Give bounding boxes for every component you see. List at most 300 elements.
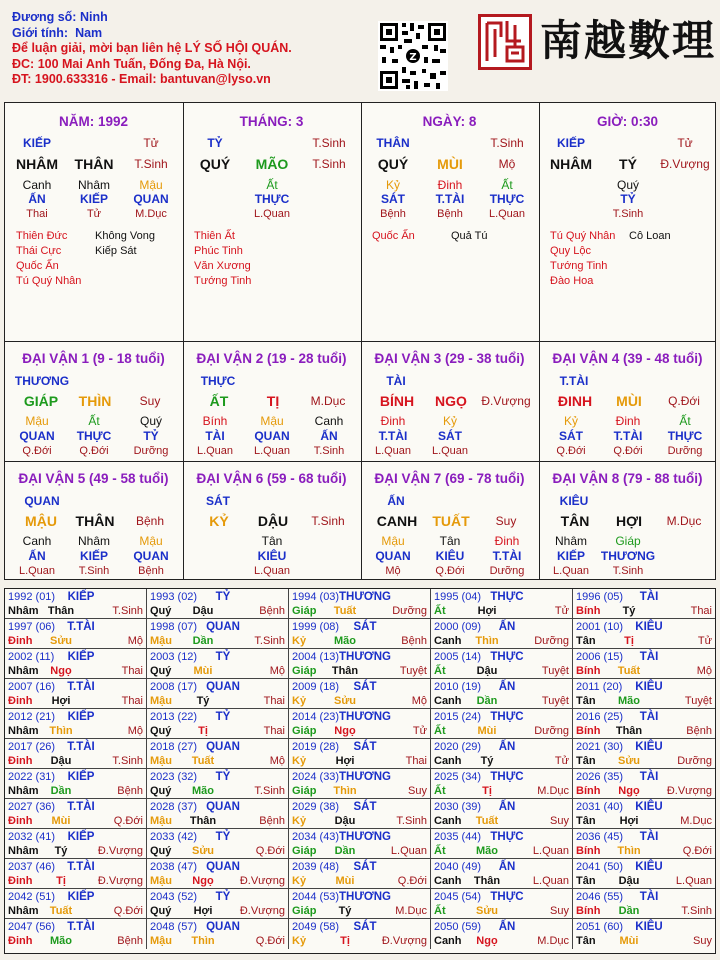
- annual-year: 1999 (08): [292, 621, 340, 633]
- annual-branch: Hợi: [619, 815, 639, 827]
- hidden-phase: L.Quan: [374, 445, 412, 457]
- annual-phase: Thai: [121, 695, 143, 707]
- annual-branch: Thân: [189, 815, 217, 827]
- annual-branch: Thìn: [333, 785, 357, 797]
- annual-cell: [289, 769, 431, 799]
- annual-stem: Ất: [434, 665, 446, 677]
- annual-ten-god: ẤN: [498, 801, 516, 813]
- annual-ten-god: KIÊU: [635, 801, 663, 813]
- dai-van-branch: THÌN: [78, 393, 112, 409]
- annual-cell: [573, 709, 715, 739]
- hidden-stem: Kỷ: [442, 414, 458, 428]
- annual-ten-god: THƯƠNG: [339, 651, 391, 663]
- annual-phase: Suy: [693, 935, 712, 947]
- annual-stem: Ất: [434, 845, 446, 857]
- annual-cell: [573, 889, 715, 919]
- annual-phase: Đ.Vượng: [97, 845, 143, 857]
- dai-van-phase: Đ.Vượng: [481, 394, 531, 408]
- shen-sha-star: Thiên Đức: [16, 230, 68, 242]
- hidden-phase: L.Quan: [18, 565, 56, 577]
- annual-phase: T.Sinh: [112, 755, 143, 767]
- annual-ten-god: QUAN: [206, 921, 240, 933]
- annual-ten-god: ẤN: [498, 861, 516, 873]
- annual-branch: Tị: [624, 635, 634, 647]
- annual-stem: Mậu: [150, 635, 172, 647]
- dai-van-branch: HỢI: [616, 513, 642, 529]
- annual-phase: Thai: [690, 605, 712, 617]
- hidden-stem: Kỷ: [563, 414, 579, 428]
- annual-phase: Bệnh: [401, 635, 427, 647]
- annual-branch: Tuất: [617, 665, 641, 677]
- hidden-god: T.TÀI: [435, 192, 465, 206]
- annual-phase: Tử: [554, 605, 569, 617]
- annual-ten-god: KIẾP: [67, 831, 95, 843]
- annual-cell: [5, 889, 147, 919]
- annual-cell: [289, 709, 431, 739]
- annual-cell: [431, 919, 573, 949]
- annual-cell: [573, 739, 715, 769]
- hidden-god: ẤN: [28, 549, 46, 563]
- shen-sha-star: Tú Quý Nhân: [550, 230, 616, 242]
- dai-van-branch: NGỌ: [435, 393, 467, 409]
- annual-ten-god: TỶ: [215, 831, 231, 843]
- annual-ten-god: KIẾP: [67, 651, 95, 663]
- shen-sha-star: Tướng Tinh: [194, 275, 252, 287]
- annual-phase: L.Quan: [532, 845, 569, 857]
- annual-luck-table: [4, 588, 716, 954]
- annual-year: 1992 (01): [8, 591, 56, 603]
- annual-phase: T.Sinh: [112, 605, 143, 617]
- annual-ten-god: KIẾP: [67, 771, 95, 783]
- annual-phase: Đ.Vượng: [666, 785, 712, 797]
- label-owner: Đương số:: [12, 10, 77, 24]
- annual-year: 2048 (57): [150, 921, 198, 933]
- hidden-stem: Ất: [679, 414, 691, 428]
- annual-year: 2017 (26): [8, 741, 56, 753]
- hidden-god: THƯƠNG: [600, 549, 656, 563]
- annual-branch: Tý: [622, 605, 636, 617]
- annual-year: 2003 (12): [150, 651, 198, 663]
- annual-stem: Tân: [576, 815, 596, 827]
- hidden-god: SÁT: [381, 192, 405, 206]
- annual-stem: Bính: [576, 845, 601, 857]
- dai-van-phase: Bệnh: [135, 514, 165, 528]
- dai-van-title: ĐẠI VẬN 4 (39 - 48 tuổi): [552, 351, 703, 366]
- hidden-stem: Mậu: [260, 414, 284, 428]
- hidden-stem: Đinh: [494, 534, 520, 548]
- annual-stem: Kỷ: [292, 695, 307, 707]
- annual-phase: Bệnh: [259, 605, 285, 617]
- pillar-branch: THÂN: [74, 156, 114, 172]
- shen-sha-star: Không Vong: [95, 230, 155, 242]
- pillar-stem: NHÂM: [16, 156, 58, 172]
- hidden-god: TÀI: [205, 429, 225, 443]
- hidden-god: QUAN: [133, 549, 169, 563]
- annual-ten-god: TỶ: [215, 891, 231, 903]
- annual-year: 2011 (20): [576, 681, 623, 693]
- annual-year: 2021 (30): [576, 741, 624, 753]
- annual-stem: Nhâm: [8, 665, 39, 677]
- annual-stem: Giáp: [292, 605, 317, 617]
- annual-cell: [573, 799, 715, 829]
- hidden-god: QUAN: [133, 192, 169, 206]
- hidden-phase: Thai: [26, 208, 48, 220]
- annual-cell: [5, 709, 147, 739]
- annual-ten-god: ẤN: [498, 741, 516, 753]
- annual-stem: Tân: [576, 755, 596, 767]
- annual-ten-god: TỶ: [215, 651, 231, 663]
- annual-stem: Giáp: [292, 725, 317, 737]
- annual-year: 2034 (43): [292, 831, 340, 843]
- annual-cell: [147, 769, 289, 799]
- annual-phase: Q.Đới: [682, 845, 712, 857]
- dai-van-branch: TỊ: [266, 393, 280, 409]
- annual-ten-god: SÁT: [353, 621, 377, 633]
- annual-ten-god: TỶ: [215, 591, 231, 603]
- dai-van-stem: ĐINH: [557, 393, 593, 409]
- annual-year: 2009 (18): [292, 681, 340, 693]
- annual-cell: [5, 829, 147, 859]
- annual-phase: Q.Đới: [255, 935, 285, 947]
- annual-ten-god: KIÊU: [635, 741, 663, 753]
- annual-cell: [5, 679, 147, 709]
- annual-ten-god: TỶ: [215, 771, 231, 783]
- hidden-phase: Dưỡng: [667, 445, 703, 457]
- annual-stem: Nhâm: [8, 725, 39, 737]
- annual-ten-god: T.TÀI: [67, 921, 95, 933]
- annual-ten-god: TÀI: [639, 651, 659, 663]
- pillar-branch-phase: Mộ: [498, 157, 516, 171]
- annual-phase: L.Quan: [675, 875, 712, 887]
- annual-branch: Tuất: [49, 905, 73, 917]
- hidden-phase: T.Sinh: [78, 565, 110, 577]
- pillar-title: NGÀY: 8: [422, 114, 477, 129]
- hidden-phase: Q.Đới: [556, 445, 586, 457]
- pillar-stem-phase: Tử: [677, 136, 693, 150]
- hidden-phase: T.Sinh: [313, 445, 345, 457]
- hidden-stem: Canh: [314, 414, 344, 428]
- annual-phase: Tuyệt: [541, 665, 569, 677]
- annual-stem: Quý: [150, 665, 172, 677]
- annual-branch: Thân: [331, 665, 359, 677]
- annual-branch: Dậu: [50, 755, 72, 767]
- dai-van-stem-god: THỰC: [200, 374, 236, 388]
- dai-van-stem-god: TÀI: [386, 374, 406, 388]
- annual-cell: [431, 649, 573, 679]
- hidden-stem: Đinh: [380, 414, 406, 428]
- annual-year: 2039 (48): [292, 861, 340, 873]
- dai-van-stem-god: KIÊU: [559, 494, 589, 508]
- annual-year: 2027 (36): [8, 801, 56, 813]
- hidden-god: T.TÀI: [613, 429, 643, 443]
- annual-cell: [289, 649, 431, 679]
- annual-branch: Tuất: [475, 815, 499, 827]
- dai-van-stem-god: QUAN: [24, 494, 60, 508]
- hidden-phase: L.Quan: [253, 208, 291, 220]
- annual-phase: Mộ: [269, 665, 285, 677]
- shen-sha-star: Thái Cực: [16, 245, 62, 257]
- annual-stem: Nhâm: [8, 845, 39, 857]
- annual-branch: Dậu: [476, 665, 498, 677]
- annual-branch: Thìn: [475, 635, 499, 647]
- annual-branch: Tị: [56, 875, 66, 887]
- annual-ten-god: T.TÀI: [67, 741, 95, 753]
- annual-branch: Mùi: [193, 665, 213, 677]
- logo-title: 南越數理: [540, 16, 717, 65]
- annual-ten-god: SÁT: [353, 681, 377, 693]
- dai-van-stem: BÍNH: [379, 393, 415, 409]
- hidden-phase: Q.Đới: [79, 445, 109, 457]
- dai-van-title: ĐẠI VẬN 6 (59 - 68 tuổi): [196, 471, 347, 486]
- pillar-stem: QUÝ: [377, 156, 409, 172]
- pillar-branch-phase: T.Sinh: [134, 157, 168, 171]
- hidden-phase: Q.Đới: [613, 445, 643, 457]
- annual-cell: [289, 739, 431, 769]
- annual-stem: Giáp: [292, 785, 317, 797]
- annual-year: 2041 (50): [576, 861, 624, 873]
- hidden-phase: Mộ: [385, 565, 401, 577]
- annual-phase: Dưỡng: [534, 725, 569, 737]
- annual-cell: [573, 619, 715, 649]
- annual-year: 2015 (24): [434, 711, 482, 723]
- annual-branch: Tý: [338, 905, 352, 917]
- hidden-stem: Quý: [616, 178, 640, 192]
- annual-branch: Tị: [198, 725, 208, 737]
- hidden-stem: Bính: [202, 414, 228, 428]
- hidden-stem: Ất: [501, 178, 513, 192]
- annual-phase: Đ.Vượng: [239, 905, 285, 917]
- annual-year: 2016 (25): [576, 711, 624, 723]
- annual-year: 1994 (03): [292, 591, 340, 603]
- annual-ten-god: THƯƠNG: [339, 891, 391, 903]
- qr-code-icon[interactable]: [378, 21, 448, 91]
- dai-van-branch: THÂN: [75, 513, 115, 529]
- hidden-god: KIÊU: [435, 549, 465, 563]
- annual-phase: M.Dục: [537, 935, 569, 947]
- hidden-stem: Nhâm: [77, 178, 111, 192]
- annual-stem: Quý: [150, 725, 172, 737]
- annual-stem: Tân: [576, 875, 596, 887]
- annual-year: 2012 (21): [8, 711, 56, 723]
- dai-van-title: ĐẠI VẬN 2 (19 - 28 tuổi): [196, 351, 347, 366]
- annual-cell: [147, 619, 289, 649]
- annual-branch: Tị: [340, 935, 350, 947]
- annual-stem: Bính: [576, 725, 601, 737]
- annual-phase: Mộ: [127, 635, 143, 647]
- annual-cell: [5, 739, 147, 769]
- annual-cell: [431, 889, 573, 919]
- pillar-branch-phase: T.Sinh: [312, 157, 346, 171]
- annual-phase: Bệnh: [117, 935, 143, 947]
- annual-year: 2001 (10): [576, 621, 624, 633]
- pillar-stem-god: KIẾP: [556, 136, 586, 150]
- dai-van-branch: TUẤT: [432, 513, 470, 529]
- annual-phase: Tử: [554, 755, 569, 767]
- pillar-stem-god: THÂN: [376, 136, 410, 150]
- annual-branch: Dần: [334, 845, 356, 857]
- annual-ten-god: KIÊU: [635, 861, 663, 873]
- annual-cell: [289, 829, 431, 859]
- annual-phase: Mộ: [411, 695, 427, 707]
- annual-cell: [431, 769, 573, 799]
- hidden-god: KIẾP: [79, 192, 109, 206]
- hidden-stem: Đinh: [615, 414, 641, 428]
- annual-phase: Tử: [412, 725, 427, 737]
- annual-year: 2030 (39): [434, 801, 482, 813]
- annual-year: 2007 (16): [8, 681, 56, 693]
- dai-van-cell-3: [361, 341, 538, 461]
- dai-van-title: ĐẠI VẬN 7 (69 - 78 tuổi): [374, 471, 525, 486]
- annual-cell: [147, 649, 289, 679]
- hidden-phase: M.Dục: [135, 208, 167, 220]
- annual-branch: Dậu: [192, 605, 214, 617]
- annual-stem: Canh: [434, 755, 462, 767]
- pillar-cell-1: [5, 103, 182, 341]
- annual-cell: [289, 919, 431, 949]
- annual-year: 2006 (15): [576, 651, 624, 663]
- annual-phase: Q.Đới: [255, 845, 285, 857]
- annual-stem: Giáp: [292, 665, 317, 677]
- annual-phase: T.Sinh: [254, 785, 285, 797]
- shen-sha-star: Văn Xương: [194, 260, 251, 272]
- pillar-cell-2: [183, 103, 360, 341]
- dai-van-phase: Q.Đới: [668, 394, 700, 408]
- hidden-stem: Nhâm: [77, 534, 111, 548]
- shen-sha-star: Quy Lộc: [550, 245, 591, 257]
- dai-van-phase: Suy: [495, 514, 517, 528]
- annual-ten-god: THƯƠNG: [339, 711, 391, 723]
- hidden-phase: L.Quan: [196, 445, 234, 457]
- hidden-god: KIẾP: [556, 549, 586, 563]
- annual-year: 1993 (02): [150, 591, 198, 603]
- hidden-stem: Mậu: [139, 178, 163, 192]
- annual-cell: [431, 829, 573, 859]
- annual-year: 2033 (42): [150, 831, 198, 843]
- annual-branch: Tý: [480, 755, 494, 767]
- hidden-stem: Quý: [139, 414, 163, 428]
- annual-ten-god: T.TÀI: [67, 861, 95, 873]
- annual-ten-god: THỰC: [490, 891, 524, 903]
- pillar-title: NĂM: 1992: [58, 114, 129, 129]
- annual-stem: Mậu: [150, 695, 172, 707]
- annual-cell: [431, 619, 573, 649]
- annual-branch: Mùi: [619, 935, 639, 947]
- annual-year: 1997 (06): [8, 621, 56, 633]
- annual-branch: Hợi: [193, 905, 213, 917]
- annual-stem: Nhâm: [8, 605, 39, 617]
- hidden-god: THỰC: [667, 429, 703, 443]
- annual-stem: Tân: [576, 935, 596, 947]
- annual-phase: Tuyệt: [399, 665, 427, 677]
- annual-phase: Bệnh: [686, 725, 712, 737]
- annual-branch: Sửu: [475, 905, 499, 917]
- hidden-phase: Tử: [86, 208, 102, 220]
- annual-cell: [573, 919, 715, 949]
- annual-stem: Ất: [434, 785, 446, 797]
- hidden-phase: Bệnh: [138, 565, 164, 577]
- annual-stem: Bính: [576, 605, 601, 617]
- annual-branch: Mùi: [335, 875, 355, 887]
- annual-ten-god: TÀI: [639, 711, 659, 723]
- annual-phase: Mộ: [696, 665, 712, 677]
- annual-cell: [5, 919, 147, 949]
- dai-van-cell-2: [183, 341, 360, 461]
- annual-stem: Đinh: [8, 755, 33, 767]
- annual-ten-god: SÁT: [353, 921, 377, 933]
- annual-branch: Tý: [196, 695, 210, 707]
- pillar-title: GIỜ: 0:30: [596, 114, 659, 129]
- annual-cell: [147, 859, 289, 889]
- annual-stem: Đinh: [8, 815, 33, 827]
- annual-ten-god: THỰC: [490, 591, 524, 603]
- shen-sha-star: Kiếp Sát: [95, 245, 137, 257]
- pillar-branch: MÙI: [437, 156, 463, 172]
- hidden-stem: Đinh: [437, 178, 463, 192]
- annual-phase: T.Sinh: [254, 635, 285, 647]
- annual-branch: Mùi: [51, 815, 71, 827]
- annual-year: 2014 (23): [292, 711, 340, 723]
- annual-cell: [431, 799, 573, 829]
- label-gender: Giới tính:: [12, 25, 69, 40]
- annual-branch: Sửu: [191, 845, 215, 857]
- annual-year: 2000 (09): [434, 621, 482, 633]
- annual-cell: [5, 769, 147, 799]
- annual-ten-god: QUAN: [206, 741, 240, 753]
- annual-phase: M.Dục: [680, 815, 712, 827]
- annual-year: 2026 (35): [576, 771, 624, 783]
- annual-year: 2018 (27): [150, 741, 198, 753]
- dai-van-stem-god: T.TÀI: [559, 374, 589, 388]
- annual-ten-god: THỰC: [490, 831, 524, 843]
- annual-stem: Nhâm: [8, 905, 39, 917]
- gender-value: Nam: [75, 25, 103, 40]
- dai-van-stem: GIÁP: [23, 393, 59, 409]
- annual-phase: Dưỡng: [534, 635, 569, 647]
- annual-branch: Dần: [50, 785, 72, 797]
- annual-phase: L.Quan: [532, 875, 569, 887]
- hidden-god: THỰC: [489, 192, 525, 206]
- annual-cell: [431, 679, 573, 709]
- annual-ten-god: KIÊU: [635, 921, 663, 933]
- dai-van-stem: TÂN: [560, 513, 590, 529]
- annual-ten-god: QUAN: [206, 621, 240, 633]
- annual-stem: Bính: [576, 785, 601, 797]
- annual-branch: Thân: [473, 875, 501, 887]
- pillar-stem-god: TỶ: [207, 136, 223, 150]
- annual-year: 2032 (41): [8, 831, 56, 843]
- annual-ten-god: TÀI: [639, 591, 659, 603]
- annual-branch: Tuất: [191, 755, 215, 767]
- annual-stem: Ất: [434, 725, 446, 737]
- annual-year: 2044 (53): [292, 891, 340, 903]
- annual-cell: [573, 769, 715, 799]
- red-seal-icon: [478, 14, 532, 70]
- owner-name: Ninh: [79, 10, 108, 24]
- annual-stem: Bính: [576, 665, 601, 677]
- annual-phase: Bệnh: [259, 815, 285, 827]
- annual-stem: Giáp: [292, 905, 317, 917]
- annual-stem: Ất: [434, 905, 446, 917]
- hidden-stem: Tân: [261, 534, 283, 548]
- annual-cell: [573, 649, 715, 679]
- annual-cell: [431, 859, 573, 889]
- annual-branch: Hợi: [477, 605, 497, 617]
- annual-cell: [431, 589, 573, 619]
- hidden-phase: Dưỡng: [133, 445, 169, 457]
- annual-stem: Mậu: [150, 755, 172, 767]
- annual-branch: Sửu: [49, 635, 73, 647]
- annual-stem: Canh: [434, 935, 462, 947]
